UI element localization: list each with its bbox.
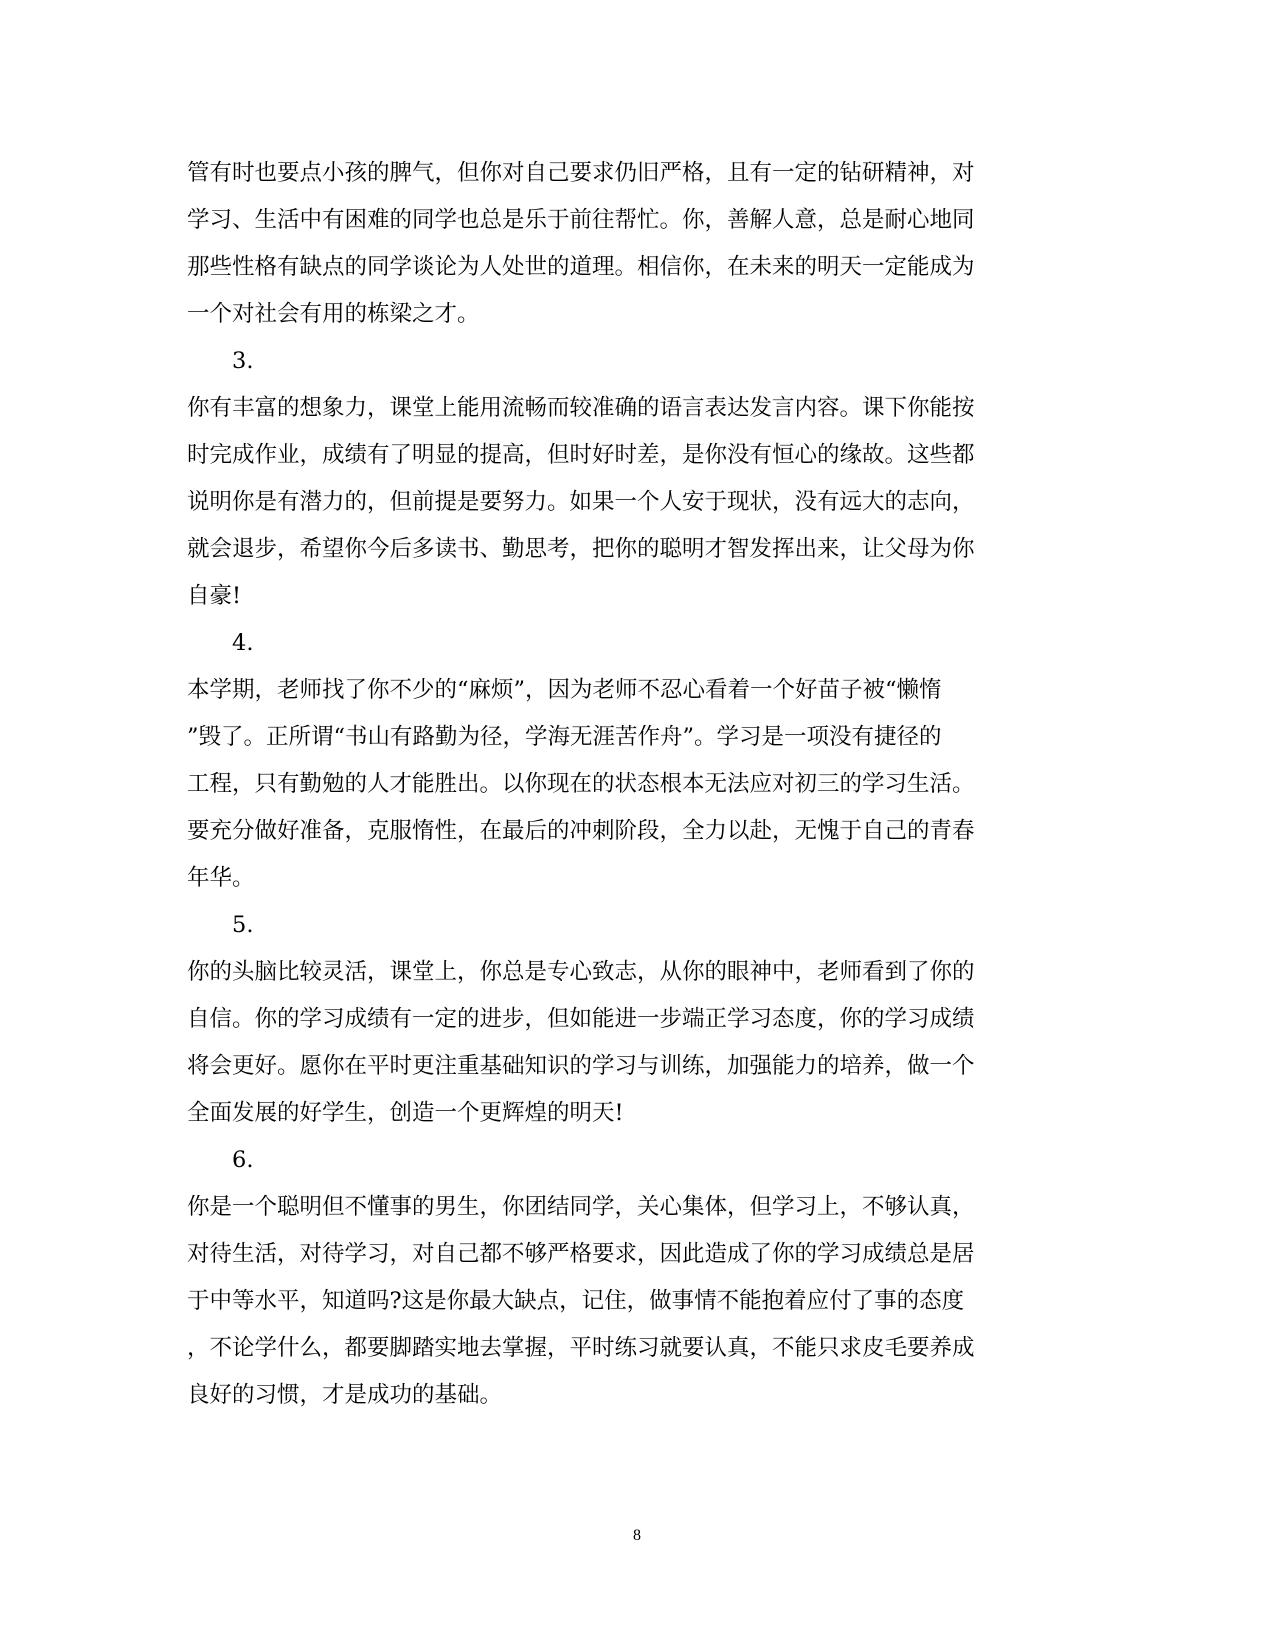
- text-line: 于中等水平，知道吗?这是你最大缺点，记住，做事情不能抱着应付了事的态度: [187, 1288, 965, 1314]
- item-number: 4.: [232, 630, 254, 656]
- text-line: 年华。: [187, 865, 255, 891]
- text-line: 一个对社会有用的栋梁之才。: [187, 301, 480, 327]
- text-line: 你的头脑比较灵活，课堂上，你总是专心致志，从你的眼神中，老师看到了你的: [187, 959, 975, 985]
- item-number: 6.: [232, 1147, 254, 1173]
- page-number: 8: [633, 1527, 641, 1544]
- text-line: 就会退步，希望你今后多读书、勤思考，把你的聪明才智发挥出来，让父母为你: [187, 536, 975, 562]
- text-line: ，不论学什么，都要脚踏实地去掌握，平时练习就要认真，不能只求皮毛要养成: [187, 1335, 975, 1361]
- text-line: 你有丰富的想象力，课堂上能用流畅而较准确的语言表达发言内容。课下你能按: [187, 395, 975, 421]
- text-line: 将会更好。愿你在平时更注重基础知识的学习与训练，加强能力的培养，做一个: [187, 1053, 975, 1079]
- text-line: 对待生活，对待学习，对自己都不够严格要求，因此造成了你的学习成绩总是居: [187, 1241, 975, 1267]
- text-line: 良好的习惯，才是成功的基础。: [187, 1382, 503, 1408]
- text-line: ”毁了。正所谓“书山有路勤为径，学海无涯苦作舟”。学习是一项没有捷径的: [187, 724, 942, 750]
- text-line: 管有时也要点小孩的脾气，但你对自己要求仍旧严格，且有一定的钻研精神，对: [187, 160, 975, 186]
- text-line: 自豪!: [187, 583, 242, 609]
- text-line: 自信。你的学习成绩有一定的进步，但如能进一步端正学习态度，你的学习成绩: [187, 1006, 975, 1032]
- text-line: 全面发展的好学生，创造一个更辉煌的明天!: [187, 1100, 624, 1126]
- text-line: 说明你是有潜力的，但前提是要努力。如果一个人安于现状，没有远大的志向，: [187, 489, 975, 515]
- text-line: 本学期，老师找了你不少的“麻烦”，因为老师不忍心看着一个好苗子被“懒惰: [187, 677, 942, 703]
- text-line: 工程，只有勤勉的人才能胜出。以你现在的状态根本无法应对初三的学习生活。: [187, 771, 975, 797]
- text-line: 学习、生活中有困难的同学也总是乐于前往帮忙。你，善解人意，总是耐心地同: [187, 207, 975, 233]
- item-number: 5.: [232, 912, 254, 938]
- text-line: 时完成作业，成绩有了明显的提高，但时好时差，是你没有恒心的缘故。这些都: [187, 442, 975, 468]
- text-line: 那些性格有缺点的同学谈论为人处世的道理。相信你，在未来的明天一定能成为: [187, 254, 975, 280]
- text-line: 要充分做好准备，克服惰性，在最后的冲刺阶段，全力以赴，无愧于自己的青春: [187, 818, 975, 844]
- text-line: 你是一个聪明但不懂事的男生，你团结同学，关心集体，但学习上，不够认真，: [187, 1194, 975, 1220]
- item-number: 3.: [232, 348, 254, 374]
- page-body: [187, 150, 1087, 1419]
